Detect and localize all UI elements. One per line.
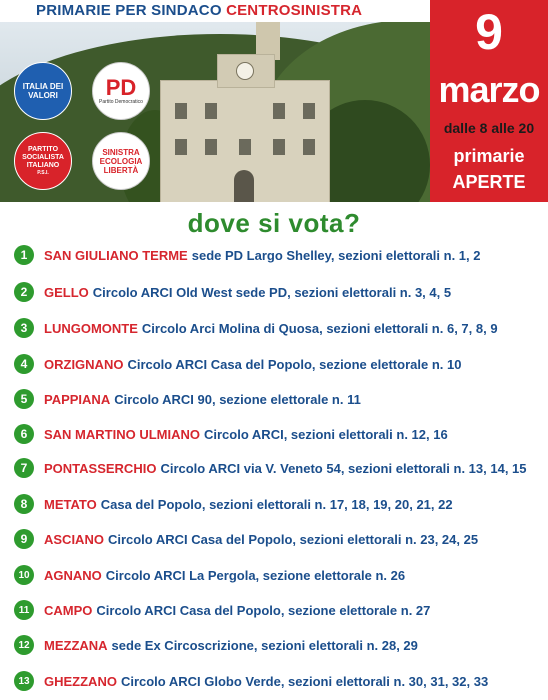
place-details: Circolo ARCI La Pergola, sezione elettorale n. 26 xyxy=(105,567,406,583)
header-banner xyxy=(0,0,548,202)
list-item xyxy=(14,564,405,586)
place-name: SAN MARTINO ULMIANO xyxy=(44,426,200,442)
sel-logo: SINISTRA ECOLOGIA LIBERTÀ xyxy=(92,132,150,190)
list-item xyxy=(14,599,430,621)
title-highlight: CENTROSINISTRA xyxy=(226,2,363,19)
place-name: CAMPO xyxy=(44,602,93,618)
place-details: Circolo ARCI Globo Verde, sezioni elettorali n. 30, 31, 32, 33 xyxy=(120,673,489,689)
list-item xyxy=(14,634,418,656)
page-title xyxy=(36,2,362,19)
place-name: LUNGOMONTE xyxy=(44,320,138,336)
place-name: PONTASSERCHIO xyxy=(44,460,157,476)
list-item xyxy=(14,670,488,692)
psi-logo: PARTITO SOCIALISTA ITALIANO P.S.I. xyxy=(14,132,72,190)
place-details: Circolo ARCI, sezioni elettorali n. 12, 16 xyxy=(204,426,448,442)
aperte-label: APERTE xyxy=(452,172,526,192)
number-badge: 6 xyxy=(14,424,34,444)
place-details: Circolo ARCI Casa del Popolo, sezione elettorale n. 10 xyxy=(127,356,462,372)
place-name: GELLO xyxy=(44,284,89,300)
list-item xyxy=(14,388,361,410)
number-badge: 7 xyxy=(14,458,34,478)
date-day: 9 xyxy=(475,4,503,60)
place-details: Circolo ARCI Casa del Popolo, sezione elettorale n. 27 xyxy=(96,602,431,618)
title-prefix: PRIMARIE PER SINDACO xyxy=(36,2,227,19)
place-name: METATO xyxy=(44,496,97,512)
date-month: marzo xyxy=(438,69,540,110)
date-box xyxy=(430,0,548,202)
number-badge: 10 xyxy=(14,565,34,585)
place-details: sede Ex Circoscrizione, sezioni elettorali n. 28, 29 xyxy=(111,637,418,653)
list-item xyxy=(14,493,453,515)
primarie-label: primarie xyxy=(453,146,525,166)
number-badge: 9 xyxy=(14,529,34,549)
section-title: dove si vota? xyxy=(187,208,361,238)
list-item xyxy=(14,353,461,375)
number-badge: 12 xyxy=(14,635,34,655)
list-item xyxy=(14,457,527,479)
list-item xyxy=(14,423,448,445)
number-badge: 11 xyxy=(14,600,34,620)
number-badge: 2 xyxy=(14,282,34,302)
list-item xyxy=(14,317,498,339)
italia-dei-valori-logo: ITALIA DEI VALORI xyxy=(14,62,72,120)
pd-logo: PD Partito Democratico xyxy=(92,62,150,120)
place-name: PAPPIANA xyxy=(44,391,111,407)
title-bar xyxy=(0,0,430,22)
clock-icon xyxy=(236,62,254,80)
list-item xyxy=(14,528,478,550)
place-name: AGNANO xyxy=(44,567,102,583)
place-details: Casa del Popolo, sezioni elettorali n. 17, 18, 19, 20, 21, 22 xyxy=(100,496,453,512)
opening-hours: dalle 8 alle 20 xyxy=(443,120,535,136)
place-details: Circolo ARCI 90, sezione elettorale n. 11 xyxy=(114,391,361,407)
number-badge: 4 xyxy=(14,354,34,374)
number-badge: 5 xyxy=(14,389,34,409)
place-details: Circolo Arci Molina di Quosa, sezioni elettorali n. 6, 7, 8, 9 xyxy=(141,320,498,336)
number-badge: 1 xyxy=(14,245,34,265)
list-item xyxy=(14,244,480,266)
list-item xyxy=(14,281,451,303)
place-details: Circolo ARCI Old West sede PD, sezioni elettorali n. 3, 4, 5 xyxy=(92,284,452,300)
place-name: GHEZZANO xyxy=(44,673,117,689)
place-details: Circolo ARCI Casa del Popolo, sezioni elettorali n. 23, 24, 25 xyxy=(107,531,479,547)
place-name: ORZIGNANO xyxy=(44,356,124,372)
place-details: Circolo ARCI via V. Veneto 54, sezioni elettorali n. 13, 14, 15 xyxy=(160,460,527,476)
place-name: ASCIANO xyxy=(44,531,104,547)
place-name: SAN GIULIANO TERME xyxy=(44,247,188,263)
villa-door xyxy=(234,170,254,202)
place-name: MEZZANA xyxy=(44,637,108,653)
place-details: sede PD Largo Shelley, sezioni elettorali n. 1, 2 xyxy=(191,247,481,263)
number-badge: 8 xyxy=(14,494,34,514)
number-badge: 13 xyxy=(14,671,34,691)
number-badge: 3 xyxy=(14,318,34,338)
